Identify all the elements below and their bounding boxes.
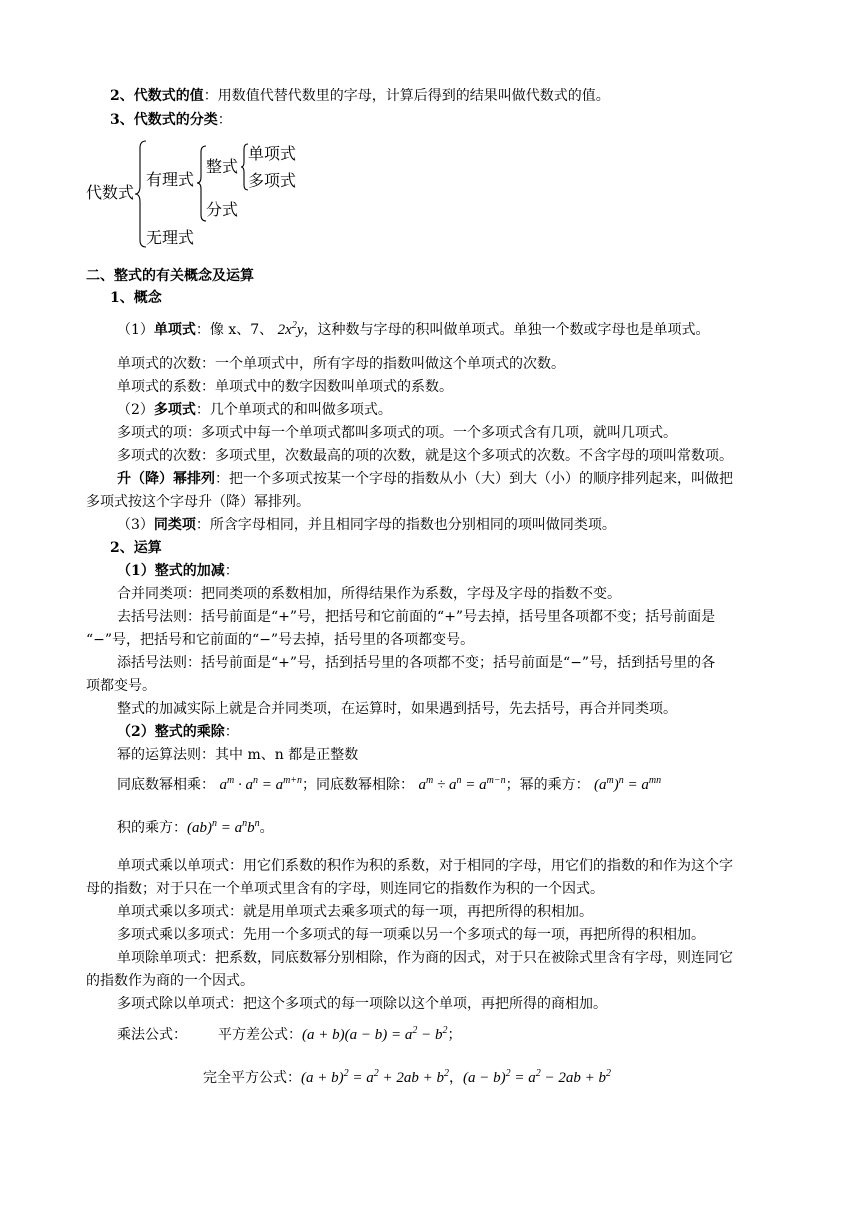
term-polynomial: 多项式 [153,402,196,418]
remove-brackets: 去括号法则：括号前面是“+”号，把括号和它前面的“+”号去掉，括号里各项都不变；括号前面是 [117,609,716,625]
difference-of-squares [218,1025,462,1047]
poly-div-mono: 多项式除以单项式：把这个多项式的每一项除以这个单项，再把所得的商相加。 [117,996,607,1012]
tree-polynomial: 多项式 [248,171,297,190]
tree-fraction: 分式 [206,200,239,219]
tree-root: 代数式 [86,183,135,202]
power-ordering-cont: 多项式按这个字母升（降）幂排列。 [86,494,310,510]
mono-times-poly: 单项式乘以多项式：就是用单项式去乘多项式的每一项，再把所得的积相加。 [117,904,593,920]
power-of-product [117,818,274,840]
monomial-degree: 单项式的次数：一个单项式中，所有字母的指数叫做这个单项式的次数。 [117,356,565,372]
add-brackets: 添括号法则：括号前面是“+”号，括到括号里的各项都不变；括号前面是“−”号，括到括号里的各 [117,655,716,671]
mul-title [117,722,239,742]
combine-like-terms: 合并同类项：把同类项的系数相加，所得结果作为系数，字母及字母的指数不变。 [117,586,621,602]
classification-heading [110,110,232,130]
concept-title: 1、概念 [110,290,162,306]
comma: ， [449,1070,463,1086]
polynomial-text: ：几个单项式的和叫做多项式。 [195,402,392,418]
semicolon: ； [447,1027,462,1043]
monomial-text-b: ，这种数与字母的积叫做单项式。单独一个数或字母也是单项式。 [303,322,710,338]
value-definition [110,86,610,106]
power-ordering-text: ：把一个多项式按某一个字母的指数从小（大）到大（小）的顺序排列起来，叫做把 [215,471,733,487]
poly-times-poly: 多项式乘以多项式：先用一个多项式的每一项乘以另一个多项式的每一项，再把所得的积相加。 [117,927,705,943]
remove-brackets-cont: “−”号，把括号和它前面的“−”号去掉，括号里的各项都变号。 [86,632,475,648]
value-text: ：用数值代替代数里的字母，计算后得到的结果叫做代数式的值。 [203,88,610,104]
mono-div-mono: 单项除单项式：把系数，同底数幂分别相除，作为商的因式，对于只在被除式里含有字母，则连同它 [117,950,733,966]
formula-power-of-product: $(ab)^n = a^nb^n$ [187,818,260,836]
colon: ： [224,563,239,579]
diff-squares-label: 平方差公式： [218,1027,302,1043]
monomial-text-a: ：像 x、7、 [195,322,274,338]
term-classification: 3、代数式的分类 [110,112,218,128]
power-ordering [117,469,733,489]
mono-times-mono-cont: 母的指数；对于只在一个单项式里含有的字母，则连同它的指数作为积的一个因式。 [86,881,604,897]
num-3: （3） [117,517,154,533]
monomial-definition [117,320,709,342]
same-base-div-label: ；同底数幂相除： [302,777,415,793]
colon: ： [224,724,239,740]
power-of-power-label: ；幂的乘方： [505,777,590,793]
formula-same-base-mul: $a^m \cdot a^n = a^{m+n}$ [219,775,303,793]
mult-formula-label: 乘法公式： [117,1027,187,1043]
perfect-square [203,1068,611,1090]
term-power-ordering: 升（降）幂排列 [117,471,215,487]
num-2: （2） [117,402,154,418]
power-of-product-label: 积的乘方： [117,820,187,836]
tree-whole: 整式 [206,157,239,176]
formula-square-sum: $(a + b)^2 = a^2 + 2ab + b^2$ [301,1068,449,1086]
num-1: （1） [117,322,154,338]
monomial-coefficient: 单项式的系数：单项式中的数字因数叫单项式的系数。 [117,379,453,395]
perfect-square-label: 完全平方公式： [203,1070,301,1086]
term-monomial: 单项式 [153,322,196,338]
section-heading: 二、整式的有关概念及运算 [86,268,254,284]
formula-power-of-power: $(a^m)^n = a^{mn}$ [594,775,662,793]
polynomial-degree: 多项式的次数：多项式里，次数最高的项的次数，就是这个多项式的次数。不含字母的项叫常数项。 [117,448,733,464]
tree-monomial: 单项式 [248,144,297,163]
term-value: 2、代数式的值 [110,88,204,104]
tree-irrational: 无理式 [146,228,195,247]
formula-same-base-div: $a^m \div a^n = a^{m-n}$ [418,775,506,793]
add-sub-summary: 整式的加减实际上就是合并同类项，在运算时，如果遇到括号，先去括号，再合并同类项。 [117,701,677,717]
formula-diff-squares: $(a + b)(a - b) = a^2 - b^2$ [302,1025,448,1043]
colon: ： [217,112,232,128]
power-formulas [117,775,661,797]
mono-div-mono-cont: 的指数作为商的一个因式。 [86,973,254,989]
formula-2x2y: $2x^2y$ [277,320,304,338]
term-mul-div: （2）整式的乘除 [117,724,225,740]
add-brackets-cont: 项都变号。 [86,678,156,694]
mono-times-mono: 单项式乘以单项式：用它们系数的积作为积的系数，对于相同的字母，用它们的指数的和作为这个字 [117,858,733,874]
term-like-terms: 同类项 [153,517,196,533]
ops-title: 2、运算 [110,540,162,556]
like-terms [117,515,616,535]
like-terms-text: ：所含字母相同，并且相同字母的指数也分别相同的项叫做同类项。 [195,517,616,533]
add-title [117,561,239,581]
tree-rational: 有理式 [146,170,195,189]
same-base-mul-label: 同底数幂相乘： [117,777,215,793]
term-add-sub: （1）整式的加减 [117,563,225,579]
power-rules: 幂的运算法则：其中 m、n 都是正整数 [117,747,359,763]
polynomial-terms: 多项式的项：多项式中每一个单项式都叫多项式的项。一个多项式含有几项，就叫几项式。 [117,425,677,441]
period: 。 [259,820,274,836]
polynomial-definition [117,400,392,420]
formula-square-diff: $(a - b)^2 = a^2 - 2ab + b^2$ [463,1068,611,1086]
